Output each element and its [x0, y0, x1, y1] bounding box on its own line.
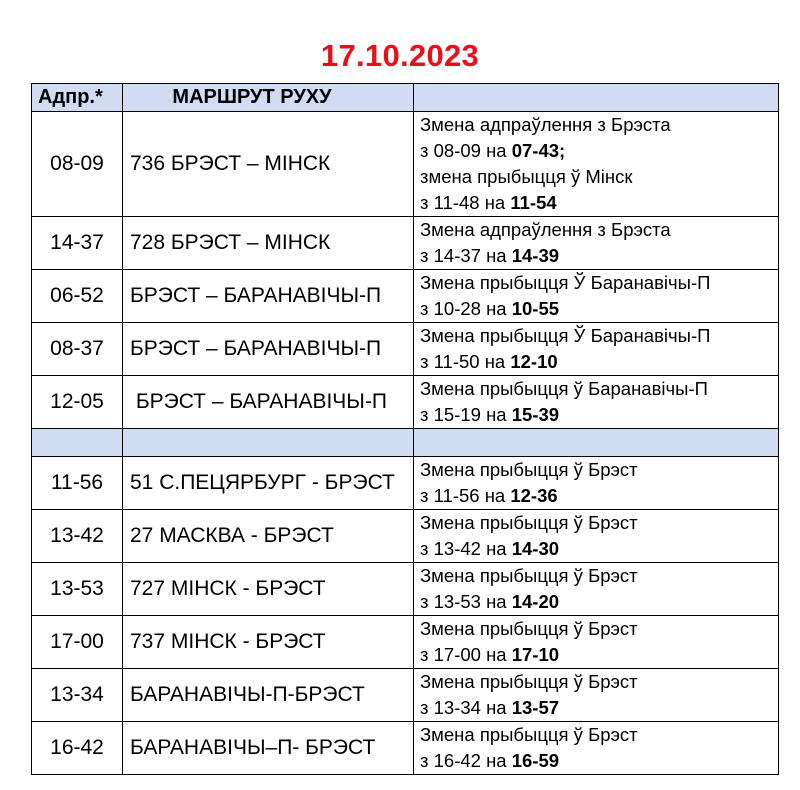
change-note — [414, 669, 779, 722]
route-name: 727 МІНСК - БРЭСТ — [123, 563, 414, 616]
note-line — [420, 296, 778, 322]
separator-cell — [414, 429, 779, 457]
new-time: 10-55 — [511, 298, 560, 319]
note-text: з 08-09 на — [420, 140, 512, 161]
departure-time: 13-53 — [32, 563, 123, 616]
route-name: БРЭСТ – БАРАНАВІЧЫ-П — [123, 270, 414, 323]
new-time: 12-10 — [510, 351, 558, 372]
note-text: з 13-53 на — [420, 591, 512, 612]
route-name: БАРАНАВІЧЫ–П- БРЭСТ — [123, 722, 414, 775]
departure-time: 08-09 — [32, 112, 123, 217]
note-text: Змена прыбыцця Ў Баранавічы-П — [420, 272, 711, 293]
departure-time: 13-42 — [32, 510, 123, 563]
new-time: 14-30 — [511, 538, 560, 559]
table-row — [32, 616, 779, 669]
route-name: БАРАНАВІЧЫ-П-БРЭСТ — [123, 669, 414, 722]
note-line — [420, 722, 778, 748]
route-name: 737 МІНСК - БРЭСТ — [123, 616, 414, 669]
departure-time: 11-56 — [32, 457, 123, 510]
note-line — [420, 217, 778, 243]
note-line — [420, 748, 778, 774]
table-row — [32, 217, 779, 270]
change-note — [414, 563, 779, 616]
note-text: з 10-28 на — [420, 298, 512, 319]
change-note — [414, 323, 779, 376]
new-time: 14-39 — [511, 245, 560, 266]
separator-cell — [123, 429, 414, 457]
table-row — [32, 669, 779, 722]
header-note — [414, 84, 779, 112]
note-line — [420, 457, 778, 483]
separator-row — [32, 429, 779, 457]
note-line — [420, 563, 778, 589]
change-note — [414, 722, 779, 775]
departure-time: 12-05 — [32, 376, 123, 429]
route-name: 27 МАСКВА - БРЭСТ — [123, 510, 414, 563]
note-text: Змена прыбыцця ў Брэст — [420, 512, 638, 533]
note-text: Змена адпраўлення з Брэста — [420, 114, 671, 135]
note-text: з 13-34 на — [420, 697, 512, 718]
table-header-row — [32, 84, 779, 112]
route-name: 736 БРЭСТ – МІНСК — [123, 112, 414, 217]
new-time: 14-20 — [511, 591, 560, 612]
schedule-table — [31, 83, 779, 775]
change-note — [414, 217, 779, 270]
note-line — [420, 138, 778, 164]
departure-time: 14-37 — [32, 217, 123, 270]
note-text: з 11-56 на — [420, 485, 511, 506]
new-time: 13-57 — [511, 697, 560, 718]
note-line — [420, 483, 778, 509]
note-text: Змена прыбыцця ў Брэст — [420, 671, 638, 692]
note-text: змена прыбыцця ў Мінск — [420, 166, 633, 187]
route-name: БРЭСТ – БАРАНАВІЧЫ-П — [123, 323, 414, 376]
change-note — [414, 376, 779, 429]
change-note — [414, 616, 779, 669]
note-line — [420, 270, 778, 296]
note-line — [420, 349, 778, 375]
note-line — [420, 376, 778, 402]
separator-cell — [32, 429, 123, 457]
route-name: БРЭСТ – БАРАНАВІЧЫ-П — [123, 376, 414, 429]
note-line — [420, 589, 778, 615]
new-time: 16-59 — [511, 750, 560, 771]
note-text: з 11-48 на — [420, 192, 511, 213]
note-line — [420, 190, 778, 216]
note-line — [420, 536, 778, 562]
note-line — [420, 243, 778, 269]
note-line — [420, 669, 778, 695]
change-note — [414, 112, 779, 217]
table-row — [32, 510, 779, 563]
table-row — [32, 722, 779, 775]
new-time: 07-43; — [511, 140, 566, 161]
note-line — [420, 323, 778, 349]
note-line — [420, 510, 778, 536]
note-line — [420, 695, 778, 721]
route-name: 728 БРЭСТ – МІНСК — [123, 217, 414, 270]
note-text: з 14-37 на — [420, 245, 512, 266]
note-text: Змена прыбыцця ў Брэст — [420, 724, 638, 745]
note-text: з 11-50 на — [420, 351, 511, 372]
note-text: з 16-42 на — [420, 750, 512, 771]
change-note — [414, 270, 779, 323]
note-line — [420, 642, 778, 668]
departure-time: 17-00 — [32, 616, 123, 669]
note-line — [420, 616, 778, 642]
departure-time: 16-42 — [32, 722, 123, 775]
new-time: 11-54 — [510, 192, 557, 213]
departure-time: 06-52 — [32, 270, 123, 323]
change-note — [414, 510, 779, 563]
note-text: Змена прыбыцця ў Брэст — [420, 565, 638, 586]
note-text: з 13-42 на — [420, 538, 512, 559]
new-time: 15-39 — [511, 404, 560, 425]
note-line — [420, 112, 778, 138]
note-text: з 17-00 на — [420, 644, 512, 665]
table-row — [32, 563, 779, 616]
table-row — [32, 457, 779, 510]
table-row — [32, 376, 779, 429]
header-time: Адпр.* — [32, 84, 123, 112]
note-text: Змена адпраўлення з Брэста — [420, 219, 671, 240]
note-text: Змена прыбыцця ў Брэст — [420, 459, 638, 480]
note-text: Змена прыбыцця Ў Баранавічы-П — [420, 325, 711, 346]
new-time: 12-36 — [510, 485, 558, 506]
table-row — [32, 112, 779, 217]
change-note — [414, 457, 779, 510]
note-text: Змена прыбыцця ў Брэст — [420, 618, 638, 639]
header-route: МАРШРУТ РУХУ — [123, 84, 414, 112]
departure-time: 08-37 — [32, 323, 123, 376]
table-row — [32, 270, 779, 323]
note-text: Змена прыбыцця ў Баранавічы-П — [420, 378, 708, 399]
route-name: 51 С.ПЕЦЯРБУРГ - БРЭСТ — [123, 457, 414, 510]
departure-time: 13-34 — [32, 669, 123, 722]
new-time: 17-10 — [511, 644, 560, 665]
table-row — [32, 323, 779, 376]
page-title: 17.10.2023 — [320, 38, 480, 73]
note-text: з 15-19 на — [420, 404, 512, 425]
note-line — [420, 402, 778, 428]
note-line — [420, 164, 778, 190]
